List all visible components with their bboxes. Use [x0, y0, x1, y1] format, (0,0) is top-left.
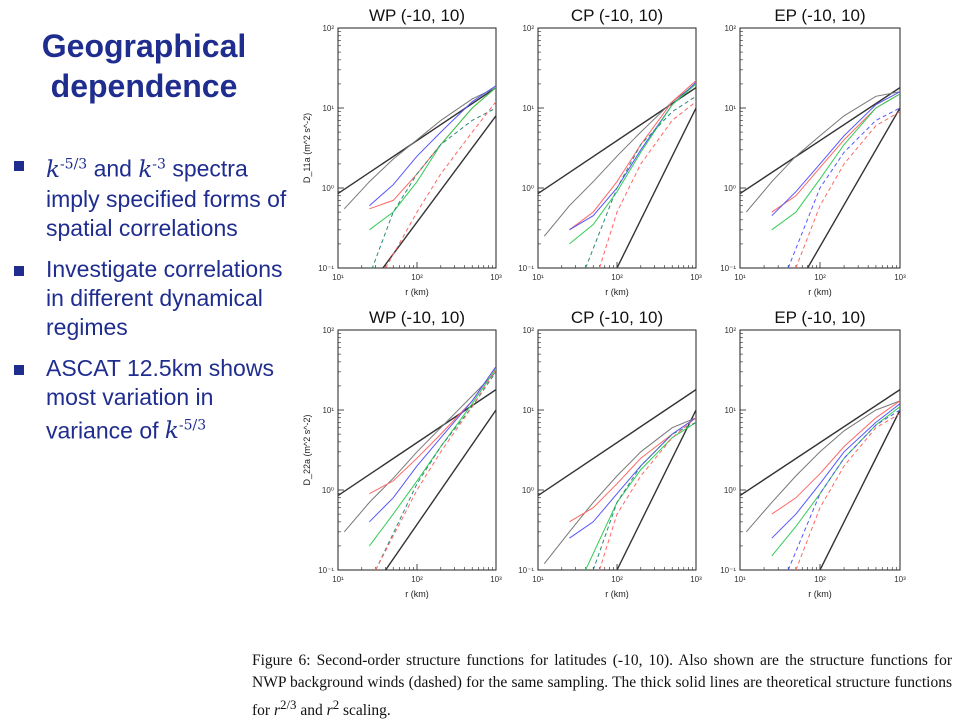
plot-frame	[740, 330, 900, 570]
x-tick-label: 10¹	[532, 273, 544, 282]
x-tick-label: 10³	[490, 575, 502, 584]
series-line-r^2/3	[338, 88, 496, 194]
series-line-blue-dashed	[788, 410, 900, 570]
k-symbol: $k^{-3}$	[138, 156, 166, 183]
series-group	[538, 81, 696, 268]
x-tick-label: 10¹	[734, 273, 746, 282]
y-tick-label: 10⁰	[723, 486, 736, 495]
y-tick-label: 10²	[322, 326, 334, 335]
chart-panel-6	[720, 308, 906, 599]
series-line-gray	[746, 401, 900, 532]
series-line-r^2	[808, 108, 900, 268]
figure-caption: Figure 6: Second-order structure functions for latitudes (-10, 10). Also shown are the structure functions for NWP background winds (dashed) for the same sampling. The thick solid lines are theoretical structure functions for $r^{2/3}$ and $r^2$ scaling.	[252, 652, 952, 720]
series-line-blue	[569, 82, 696, 230]
x-tick-label: 10¹	[332, 575, 344, 584]
y-tick-label: 10¹	[724, 104, 736, 113]
x-tick-label: 10¹	[532, 575, 544, 584]
k-symbol: $k^{-5/3}$	[164, 417, 207, 445]
series-line-teal-dashed	[586, 96, 696, 268]
y-tick-label: 10⁻¹	[318, 264, 334, 273]
x-tick-label: 10²	[814, 273, 826, 282]
y-tick-label: 10¹	[322, 406, 334, 415]
series-group	[538, 390, 696, 570]
chart-title: CP (-10, 10)	[570, 308, 664, 327]
chart-panel-5	[518, 308, 702, 599]
chart-panel-1	[302, 6, 502, 297]
series-line-r^2/3	[538, 390, 696, 496]
x-tick-label: 10³	[690, 273, 702, 282]
series-line-blue-dashed	[788, 108, 900, 268]
x-tick-label: 10³	[490, 273, 502, 282]
chart-panel-2	[518, 6, 702, 297]
x-axis-label: r (km)	[808, 287, 832, 297]
k-symbol: $k^{-5/3}$	[46, 156, 88, 183]
x-tick-label: 10¹	[332, 273, 344, 282]
series-line-red	[569, 418, 696, 522]
x-axis-label: r (km)	[405, 589, 429, 599]
y-tick-label: 10²	[724, 24, 736, 33]
chart-panel-4	[302, 308, 502, 599]
x-tick-label: 10³	[894, 575, 906, 584]
chart-title: WP (-10, 10)	[368, 6, 466, 25]
y-tick-label: 10⁰	[723, 184, 736, 193]
y-tick-label: 10⁻¹	[720, 264, 736, 273]
plot-frame	[538, 28, 696, 268]
chart-panel-3	[720, 6, 906, 297]
x-tick-label: 10²	[411, 575, 423, 584]
x-axis-label: r (km)	[605, 287, 629, 297]
series-line-r^2/3	[740, 88, 900, 194]
title-line-2: dependence	[50, 68, 238, 104]
x-axis-label: r (km)	[405, 287, 429, 297]
series-line-green	[569, 84, 696, 244]
x-tick-label: 10¹	[734, 575, 746, 584]
y-tick-label: 10⁻¹	[720, 566, 736, 575]
bullet-item: Investigate correlations in different dynamical regimes	[14, 255, 304, 342]
plot-frame	[740, 28, 900, 268]
chart-title: EP (-10, 10)	[774, 6, 866, 25]
x-tick-label: 10²	[611, 273, 623, 282]
series-line-green	[369, 88, 496, 230]
y-axis-label: D_11a (m^2 s^-2)	[302, 112, 312, 184]
series-line-blue	[369, 367, 496, 522]
y-tick-label: 10¹	[522, 104, 534, 113]
series-line-red	[772, 401, 900, 514]
series-group	[338, 367, 496, 571]
y-tick-label: 10⁰	[521, 486, 534, 495]
series-line-green	[369, 369, 496, 546]
plot-frame	[338, 330, 496, 570]
series-line-gray	[746, 92, 900, 212]
series-line-gray	[344, 372, 496, 532]
chart-title: EP (-10, 10)	[774, 308, 866, 327]
y-tick-label: 10⁻¹	[318, 566, 334, 575]
x-axis-label: r (km)	[808, 589, 832, 599]
x-tick-label: 10³	[690, 575, 702, 584]
series-group	[740, 390, 900, 570]
chart-title: WP (-10, 10)	[368, 308, 466, 327]
y-tick-label: 10²	[522, 326, 534, 335]
series-line-gray	[344, 88, 496, 209]
y-tick-label: 10²	[322, 24, 334, 33]
x-tick-label: 10²	[814, 575, 826, 584]
series-line-blue	[772, 92, 900, 216]
bullet-item: $k^{-5/3}$ and $k^{-3}$ spectra imply specified forms of spatial correlations	[14, 150, 304, 243]
y-tick-label: 10⁰	[321, 184, 334, 193]
series-line-r^2/3	[538, 88, 696, 194]
y-tick-label: 10¹	[724, 406, 736, 415]
chart-title: CP (-10, 10)	[570, 6, 664, 25]
y-tick-label: 10¹	[322, 104, 334, 113]
plot-frame	[538, 330, 696, 570]
x-tick-label: 10³	[894, 273, 906, 282]
series-line-red	[772, 94, 900, 212]
series-line-red	[369, 367, 496, 494]
x-tick-label: 10²	[611, 575, 623, 584]
series-line-teal-dashed	[593, 422, 696, 570]
series-line-red	[569, 81, 696, 230]
y-tick-label: 10⁻¹	[518, 264, 534, 273]
x-tick-label: 10²	[411, 273, 423, 282]
series-line-r^2	[383, 116, 496, 268]
series-line-red-dashed	[796, 414, 900, 570]
series-group	[338, 86, 496, 276]
series-line-gray	[544, 84, 696, 236]
y-tick-label: 10²	[522, 24, 534, 33]
y-axis-label: D_22a (m^2 s^-2)	[302, 414, 312, 486]
series-group	[740, 88, 900, 268]
y-tick-label: 10²	[724, 326, 736, 335]
title-line-1: Geographical	[41, 28, 247, 64]
series-line-red	[369, 88, 496, 209]
bullet-item: ASCAT 12.5km shows most variation in variance of $k^{-5/3}$	[14, 354, 304, 447]
y-tick-label: 10¹	[522, 406, 534, 415]
series-line-teal-dashed	[369, 108, 496, 276]
y-tick-label: 10⁰	[521, 184, 534, 193]
x-axis-label: r (km)	[605, 589, 629, 599]
series-line-r^2/3	[338, 390, 496, 496]
series-line-r^2/3	[740, 390, 900, 496]
series-line-red-dashed	[376, 370, 496, 570]
y-tick-label: 10⁰	[321, 486, 334, 495]
y-tick-label: 10⁻¹	[518, 566, 534, 575]
